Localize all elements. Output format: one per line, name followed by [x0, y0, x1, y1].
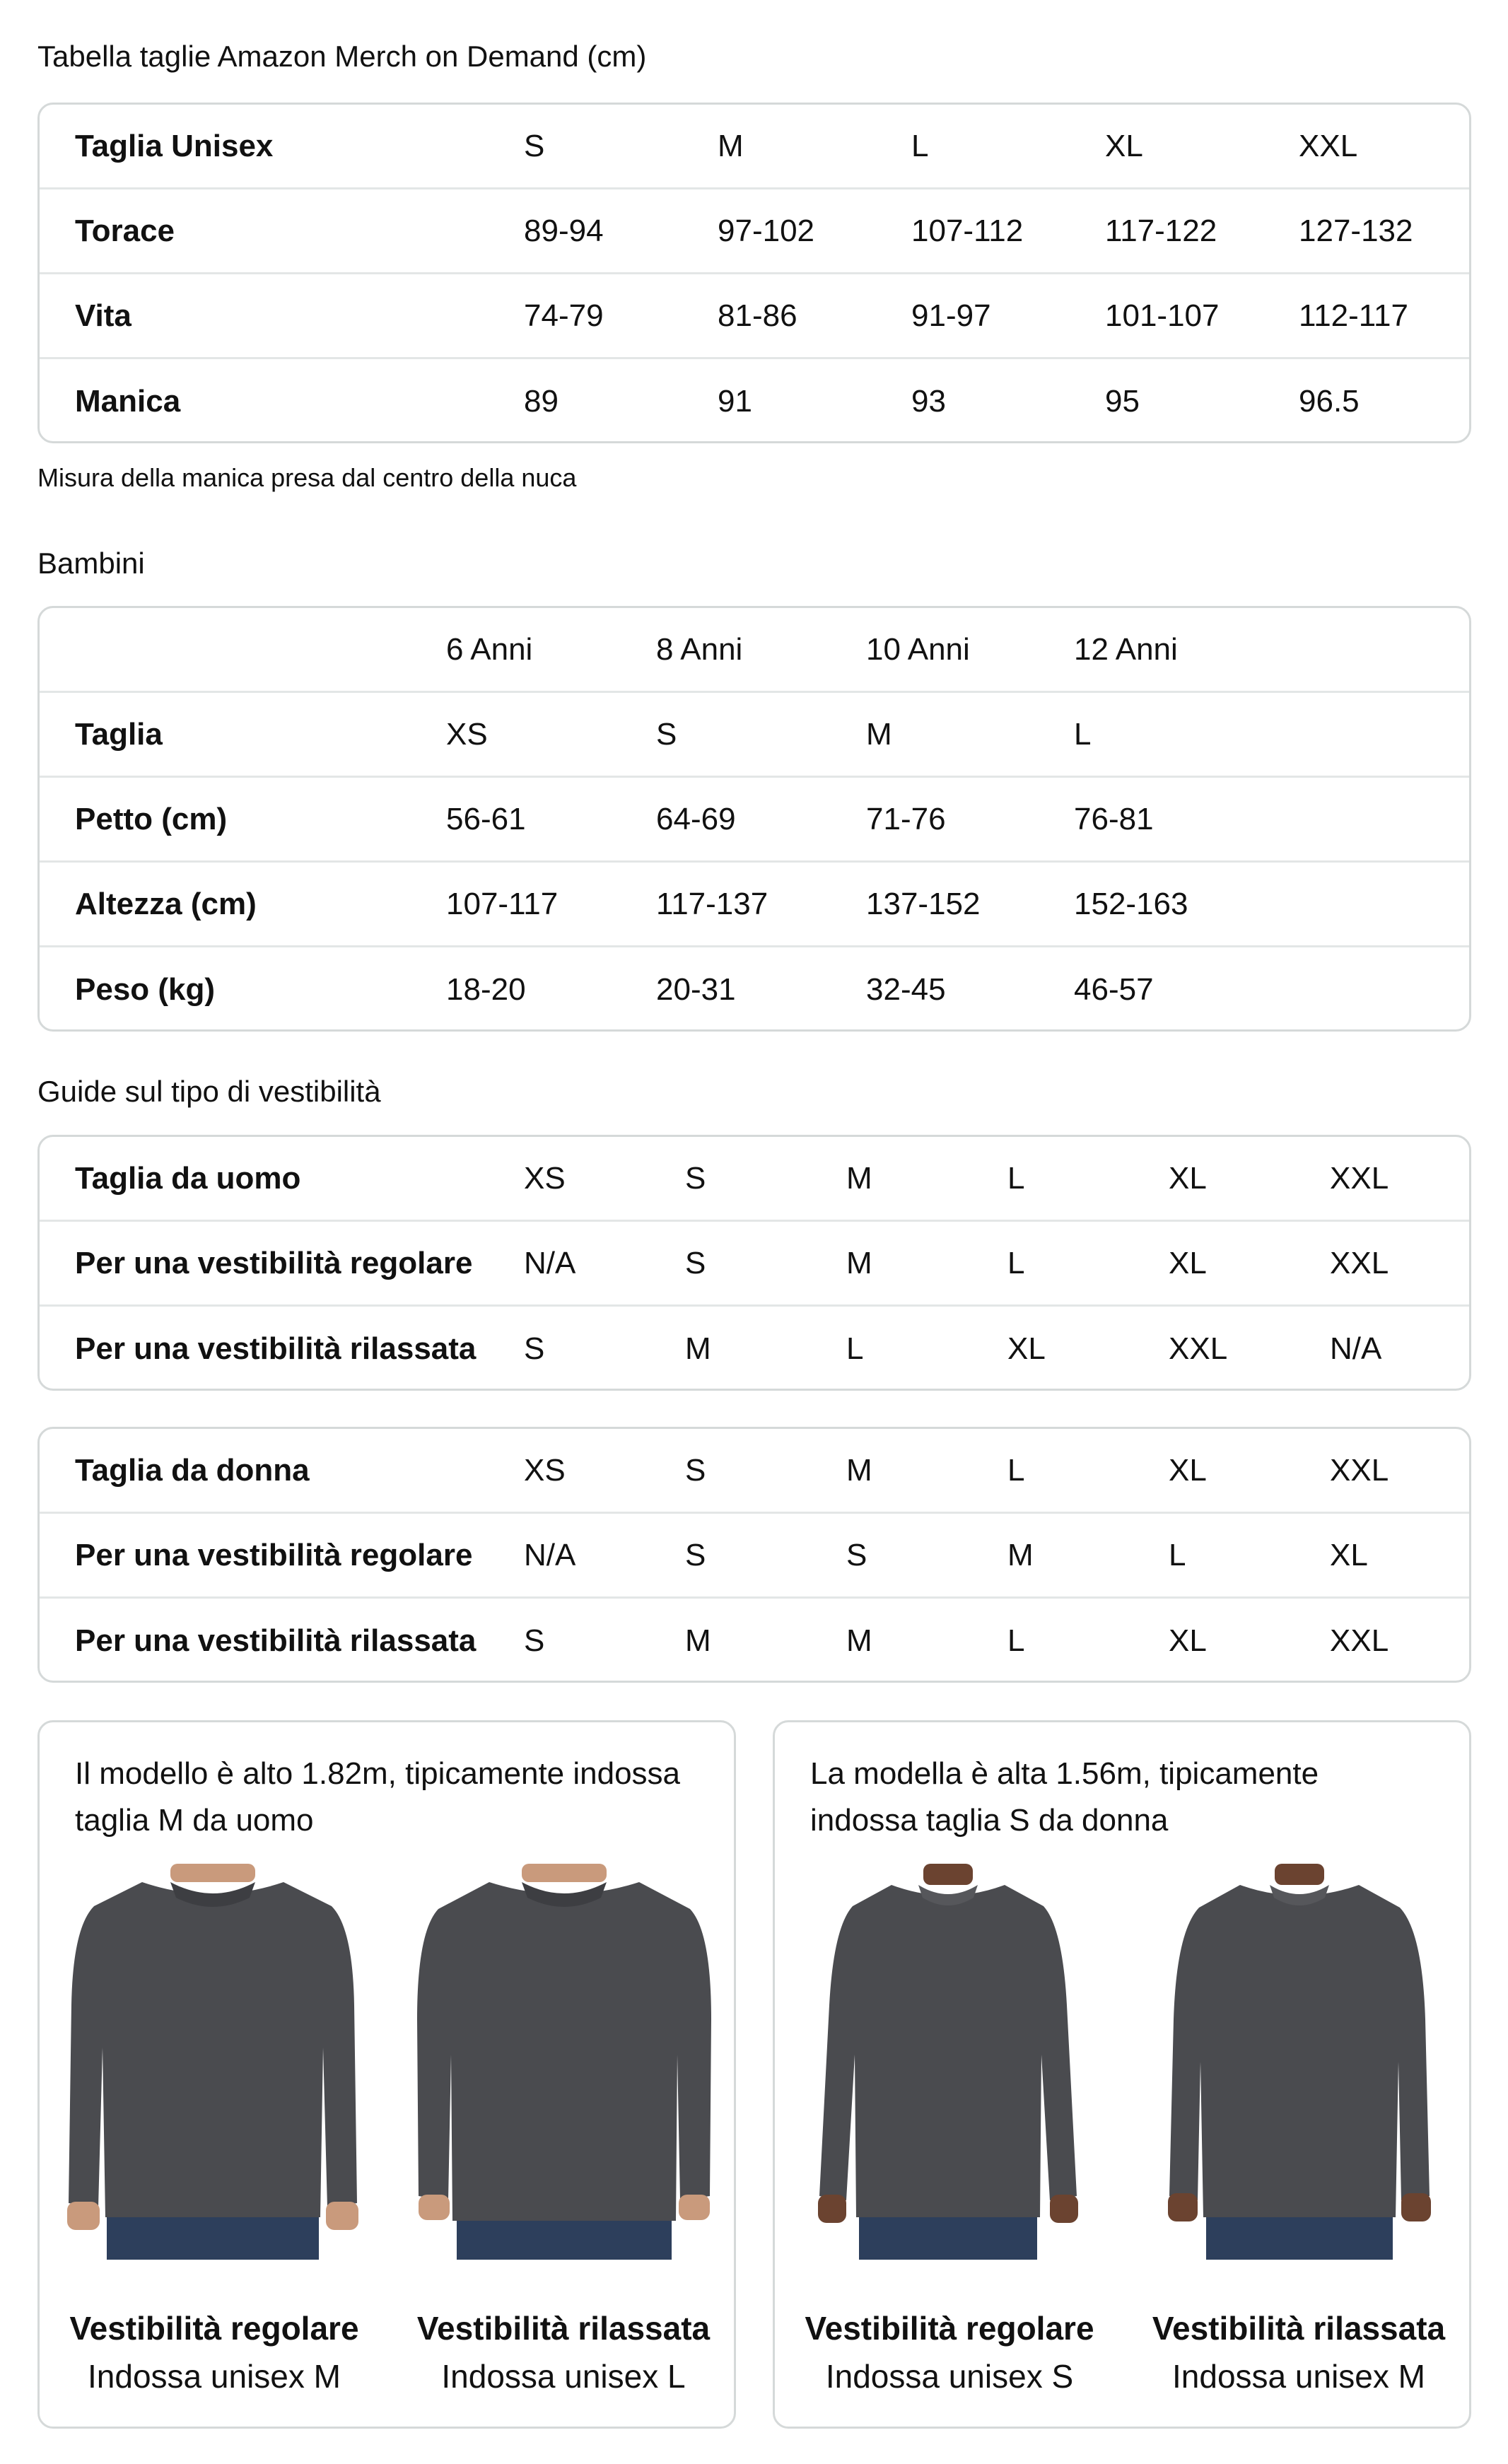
- table-header-cell: L: [1007, 1452, 1025, 1488]
- table-cell: 107-112: [911, 213, 1024, 248]
- table-header-cell: S: [685, 1160, 706, 1196]
- table-row: [40, 274, 1469, 359]
- female-relaxed-fit-size: Indossa unisex M: [1172, 2358, 1425, 2395]
- table-cell: 32-45: [866, 972, 946, 1007]
- table-row: [40, 608, 1469, 693]
- sleeve-measure-note: Misura della manica presa dal centro della nuca: [37, 463, 577, 492]
- table-header-cell: XXL: [1299, 128, 1358, 163]
- table-cell: S: [524, 1331, 545, 1366]
- table-row: [40, 1307, 1469, 1391]
- row-label: Petto (cm): [75, 801, 228, 836]
- table-header-cell: XL: [1105, 128, 1143, 163]
- table-row: [40, 189, 1469, 274]
- left-hand: [1168, 2193, 1198, 2221]
- right-hand: [1401, 2193, 1431, 2221]
- kids-size-table: [37, 606, 1471, 1032]
- unisex-size-table: [37, 103, 1471, 443]
- female-relaxed-fit-photo: [1151, 1864, 1448, 2260]
- table-cell: 95: [1105, 384, 1140, 419]
- table-header-cell: Taglia Unisex: [75, 128, 274, 163]
- table-cell: 46-57: [1074, 972, 1154, 1007]
- male-regular-fit-label: Vestibilità regolare: [69, 2310, 359, 2347]
- table-cell: XS: [446, 716, 488, 752]
- right-hand: [1050, 2195, 1078, 2223]
- table-cell: M: [846, 1245, 872, 1280]
- unisex-size-table-title: Tabella taglie Amazon Merch on Demand (cm): [37, 40, 647, 73]
- row-label: Torace: [75, 213, 175, 248]
- table-row: [40, 1599, 1469, 1683]
- table-cell: S: [685, 1537, 706, 1572]
- table-cell: XXL: [1330, 1245, 1389, 1280]
- row-label: Per una vestibilità regolare: [75, 1245, 473, 1280]
- table-cell: 107-117: [446, 886, 559, 921]
- female-regular-fit-label: Vestibilità regolare: [805, 2310, 1094, 2347]
- jeans: [1206, 2217, 1393, 2260]
- table-header-cell: 10 Anni: [866, 631, 970, 667]
- table-cell: 64-69: [656, 801, 736, 836]
- table-row: [40, 1514, 1469, 1599]
- neck: [1275, 1864, 1324, 1885]
- table-cell: 112-117: [1299, 298, 1408, 333]
- left-hand: [818, 2195, 846, 2223]
- table-cell: S: [846, 1537, 867, 1572]
- table-cell: M: [846, 1623, 872, 1658]
- table-cell: 101-107: [1105, 298, 1220, 333]
- female-relaxed-fit-label: Vestibilità rilassata: [1152, 2310, 1446, 2347]
- table-cell: 117-122: [1105, 213, 1217, 248]
- table-cell: N/A: [1330, 1331, 1382, 1366]
- table-cell: M: [685, 1331, 711, 1366]
- table-cell: 76-81: [1074, 801, 1154, 836]
- table-cell: 81-86: [718, 298, 797, 333]
- row-label: Altezza (cm): [75, 886, 257, 921]
- table-cell: 93: [911, 384, 946, 419]
- table-cell: 137-152: [866, 886, 981, 921]
- right-hand: [326, 2202, 358, 2230]
- table-header-cell: Taglia da donna: [75, 1452, 310, 1488]
- table-cell: 117-137: [656, 886, 768, 921]
- table-row: [40, 947, 1469, 1032]
- table-cell: S: [685, 1245, 706, 1280]
- table-cell: L: [1007, 1623, 1025, 1658]
- table-cell: 152-163: [1074, 886, 1188, 921]
- table-cell: L: [1007, 1245, 1025, 1280]
- table-row: [40, 1222, 1469, 1307]
- table-header-cell: M: [718, 128, 744, 163]
- table-cell: L: [1074, 716, 1092, 752]
- table-header-cell: XL: [1169, 1160, 1207, 1196]
- table-header-cell: XL: [1169, 1452, 1207, 1488]
- table-cell: 56-61: [446, 801, 526, 836]
- jeans: [859, 2217, 1037, 2260]
- table-header-cell: XXL: [1330, 1160, 1389, 1196]
- table-cell: S: [656, 716, 677, 752]
- table-cell: L: [846, 1331, 864, 1366]
- row-label: Per una vestibilità regolare: [75, 1537, 473, 1572]
- jeans: [107, 2217, 319, 2260]
- neck: [170, 1864, 255, 1882]
- sweater: [69, 1882, 357, 2217]
- male-relaxed-fit-label: Vestibilità rilassata: [416, 2310, 711, 2347]
- table-cell: M: [1007, 1537, 1034, 1572]
- left-hand: [419, 2195, 450, 2220]
- row-label: Manica: [75, 384, 181, 419]
- table-row: [40, 863, 1469, 947]
- table-cell: XL: [1169, 1623, 1207, 1658]
- female-model-card: [773, 1720, 1471, 2429]
- table-cell: 89-94: [524, 213, 604, 248]
- male-model-card: [37, 1720, 736, 2429]
- table-header-cell: M: [846, 1160, 872, 1196]
- table-cell: 97-102: [718, 213, 815, 248]
- fit-guide-title: Guide sul tipo di vestibilità: [37, 1075, 381, 1108]
- table-header-cell: S: [685, 1452, 706, 1488]
- female-model-description: La modella è alta 1.56m, tipicamente indossa taglia S da donna: [810, 1756, 1319, 1838]
- row-label: Per una vestibilità rilassata: [75, 1331, 477, 1366]
- table-cell: XXL: [1330, 1623, 1389, 1658]
- table-header-cell: M: [846, 1452, 872, 1488]
- table-header-cell: L: [911, 128, 929, 163]
- table-header-cell: 12 Anni: [1074, 631, 1178, 667]
- table-cell: S: [524, 1623, 545, 1658]
- table-cell: 91: [718, 384, 752, 419]
- table-cell: 89: [524, 384, 559, 419]
- female-regular-fit-size: Indossa unisex S: [825, 2358, 1074, 2395]
- table-cell: 91-97: [911, 298, 991, 333]
- row-label: Per una vestibilità rilassata: [75, 1623, 477, 1658]
- table-row: [40, 105, 1469, 189]
- table-row: [40, 1429, 1469, 1514]
- table-cell: N/A: [524, 1537, 576, 1572]
- table-cell: N/A: [524, 1245, 576, 1280]
- table-header-cell: 6 Anni: [446, 631, 533, 667]
- table-row: [40, 778, 1469, 863]
- table-cell: XXL: [1169, 1331, 1228, 1366]
- table-cell: 20-31: [656, 972, 736, 1007]
- table-header-cell: Taglia da uomo: [75, 1160, 301, 1196]
- male-relaxed-fit-photo: [416, 1864, 713, 2260]
- men-fit-table: [37, 1135, 1471, 1391]
- jeans: [457, 2221, 672, 2260]
- sweater: [819, 1885, 1077, 2217]
- sweater: [417, 1882, 711, 2221]
- kids-size-table-title: Bambini: [37, 547, 145, 580]
- table-cell: 96.5: [1299, 384, 1360, 419]
- table-row: [40, 693, 1469, 778]
- table-header-cell: XXL: [1330, 1452, 1389, 1488]
- row-label: Vita: [75, 298, 131, 333]
- left-hand: [67, 2202, 100, 2230]
- women-fit-table: [37, 1427, 1471, 1683]
- table-cell: M: [685, 1623, 711, 1658]
- male-relaxed-fit-size: Indossa unisex L: [441, 2358, 686, 2395]
- right-hand: [679, 2195, 710, 2220]
- male-regular-fit-photo: [64, 1864, 361, 2260]
- table-cell: XL: [1330, 1537, 1368, 1572]
- table-cell: XL: [1169, 1245, 1207, 1280]
- table-header-cell: L: [1007, 1160, 1025, 1196]
- table-cell: L: [1169, 1537, 1186, 1572]
- female-regular-fit-photo: [800, 1864, 1097, 2260]
- sweater: [1169, 1885, 1430, 2217]
- neck: [923, 1864, 973, 1885]
- table-header-cell: XS: [524, 1160, 566, 1196]
- table-cell: 18-20: [446, 972, 526, 1007]
- table-cell: 71-76: [866, 801, 946, 836]
- table-header-cell: XS: [524, 1452, 566, 1488]
- male-regular-fit-size: Indossa unisex M: [88, 2358, 341, 2395]
- table-cell: M: [866, 716, 892, 752]
- table-row: [40, 1137, 1469, 1222]
- table-cell: 127-132: [1299, 213, 1413, 248]
- table-header-cell: 8 Anni: [656, 631, 743, 667]
- male-model-description: Il modello è alto 1.82m, tipicamente indossa taglia M da uomo: [75, 1756, 681, 1838]
- table-cell: XL: [1007, 1331, 1046, 1366]
- row-label: Peso (kg): [75, 972, 216, 1007]
- row-label: Taglia: [75, 716, 163, 752]
- table-row: [40, 359, 1469, 443]
- table-header-cell: S: [524, 128, 545, 163]
- table-cell: 74-79: [524, 298, 604, 333]
- neck: [522, 1864, 607, 1882]
